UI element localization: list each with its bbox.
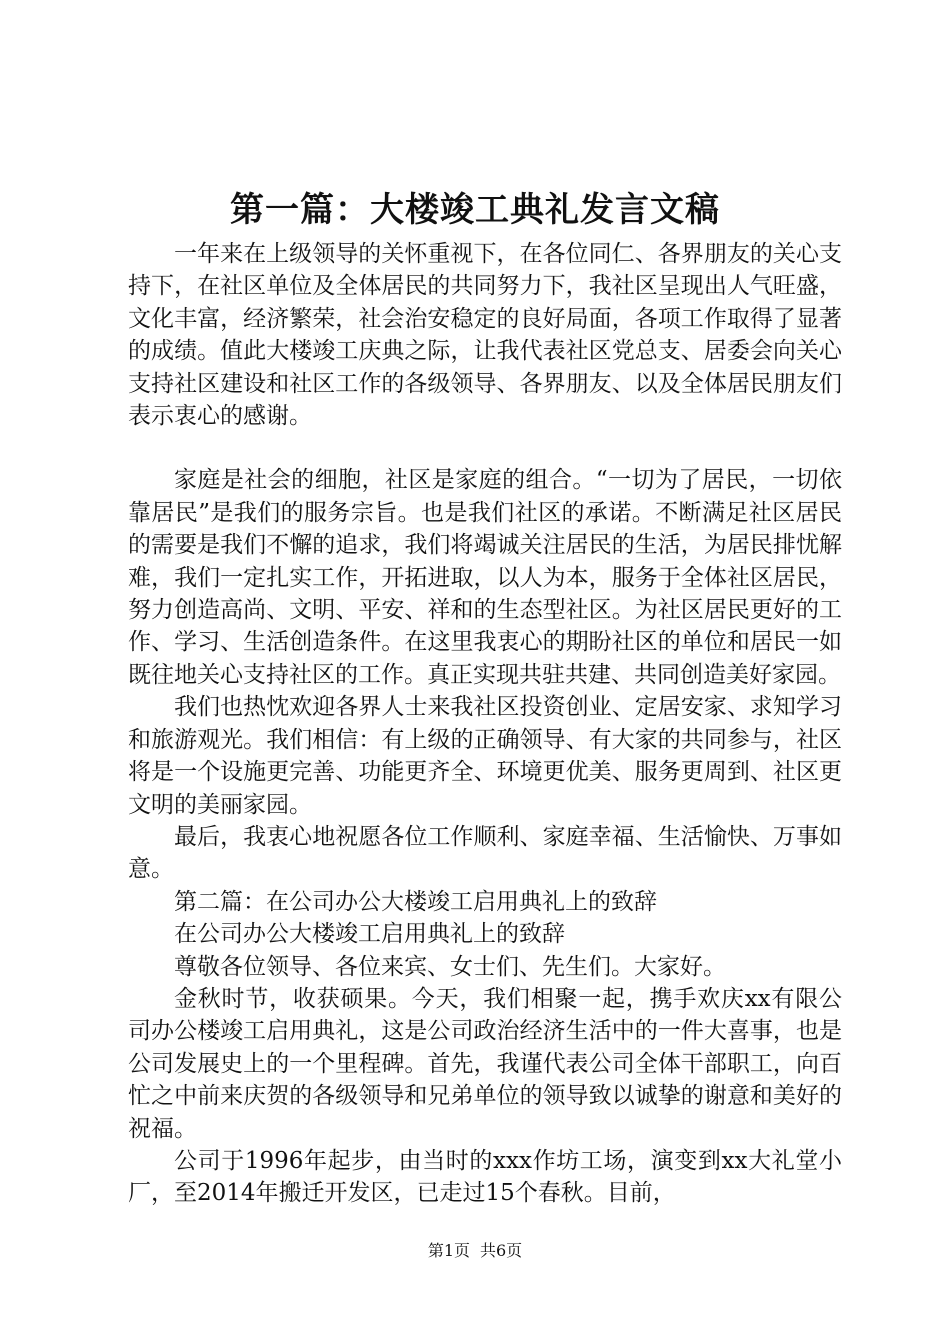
paragraph: 一年来在上级领导的关怀重视下，在各位同仁、各界朋友的关心支持下，在社区单位及全体居民的共同努力下，我社区呈现出人气旺盛，文化丰富，经济繁荣，社会治安稳定的良好局面，各项工作取得了显著的成绩。值此大楼竣工庆典之际，让我代表社区党总支、居委会向关心支持社区建设和社区工作的各级领导、各界朋友、以及全体居民朋友们表示衷心的感谢。	[128, 241, 842, 430]
paragraph: 家庭是社会的细胞，社区是家庭的组合。“一切为了居民，一切依靠居民”是我们的服务宗旨。也是我们社区的承诺。不断满足社区居民的需要是我们不懈的追求，我们将竭诚关注居民的生活，为居民排忧解难，我们一定扎实工作，开拓进取，以人为本，服务于全体社区居民，努力创造高尚、文明、平安、祥和的生态型社区。为社区居民更好的工作、学习、生活创造条件。在这里我衷心的期盼社区的单位和居民一如既往地关心支持社区的工作。真正实现共驻共建、共同创造美好家园。	[128, 467, 842, 688]
page-number: 第1页	[427, 1241, 470, 1260]
page-total: 共6页	[480, 1241, 523, 1260]
page-footer	[0, 1240, 950, 1262]
paragraph: 公司于1996年起步，由当时的xxx作坊工场，演变到xx大礼堂小厂，至2014年搬迁开发区，已走过15个春秋。目前，	[128, 1147, 842, 1207]
paragraph: 金秋时节，收获硕果。今天，我们相聚一起，携手欢庆xx有限公司办公楼竣工启用典礼，这是公司政治经济生活中的一件大喜事，也是公司发展史上的一个里程碑。首先，我谨代表公司全体干部职工，向百忙之中前来庆贺的各级领导和兄弟单位的领导致以诚挚的谢意和美好的祝福。	[128, 985, 842, 1142]
document-title: 第一篇：大楼竣工典礼发言文稿	[230, 190, 720, 230]
salutation: 尊敬各位领导、各位来宾、女士们、先生们。大家好。	[174, 953, 726, 980]
section-subheading: 在公司办公大楼竣工启用典礼上的致辞	[174, 921, 565, 948]
paragraph: 我们也热忱欢迎各界人士来我社区投资创业、定居安家、求知学习和旅游观光。我们相信：有上级的正确领导、有大家的共同参与，社区将是一个设施更完善、功能更齐全、环境更优美、服务更周到、社区更文明的美丽家园。	[128, 694, 842, 818]
section-heading: 第二篇：在公司办公大楼竣工启用典礼上的致辞	[174, 888, 657, 915]
document-body	[128, 238, 842, 1210]
paragraph: 最后，我衷心地祝愿各位工作顺利、家庭幸福、生活愉快、万事如意。	[128, 823, 842, 883]
